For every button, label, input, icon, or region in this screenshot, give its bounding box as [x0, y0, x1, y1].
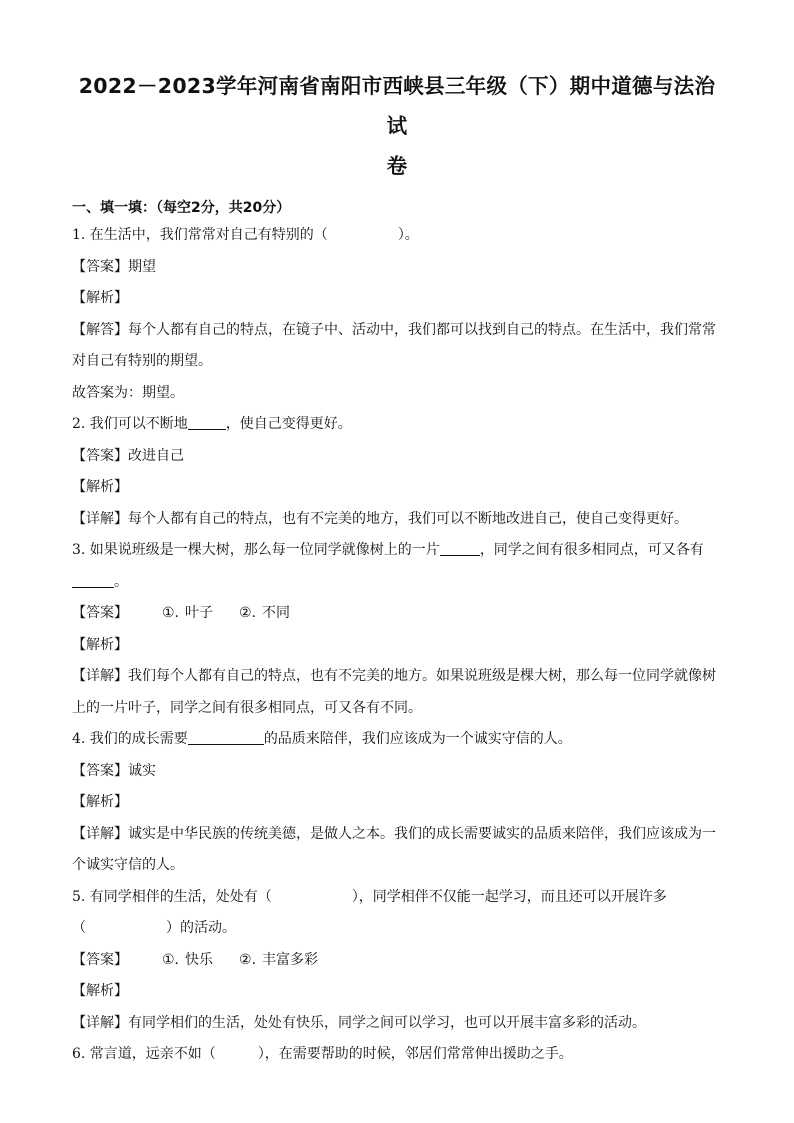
detail-3-line-2: 上的一片叶子，同学之间有很多相同点，可又各有不同。	[72, 699, 422, 716]
question-4: 4. 我们的成长需要 的品质来陪伴，我们应该成为一个诚实守信的人。	[72, 731, 572, 747]
solve-1-line-2: 对自己有特别的期望。	[72, 353, 212, 369]
answer-label: 【答案】	[72, 258, 128, 275]
analysis-label: 【解析】	[72, 479, 128, 495]
question-6: 6. 常言道，远亲不如（ ），在需要帮助的时候，邻居们常常伸出援助之手。	[72, 1046, 573, 1062]
answer-5	[72, 945, 722, 977]
answer-value-1: 叶子	[185, 605, 214, 621]
answer-value: 诚实	[128, 762, 156, 779]
analysis-label: 【解析】	[72, 983, 128, 999]
answer-marker-2: ②.	[239, 605, 257, 621]
detail-4-line-2: 个诚实守信的人。	[72, 857, 184, 873]
detail-5: 【详解】有同学相们的生活，处处有快乐，同学之间可以学习，也可以开展丰富多彩的活动。	[72, 1014, 646, 1031]
answer-label: 【答案】	[72, 605, 128, 621]
answer-label: 【答案】	[72, 762, 128, 779]
answer-value-1: 快乐	[185, 951, 214, 968]
detail-label: 【详解】	[72, 1014, 128, 1031]
doc-title	[72, 66, 722, 186]
analysis-label: 【解析】	[72, 290, 128, 306]
conclusion-1: 故答案为：期望。	[72, 384, 184, 401]
fill-blank	[440, 541, 480, 556]
question-3-line-1: 3. 如果说班级是一棵大树，那么每一位同学就像树上的一片 ，同学之间有很多相同点，可又各有	[72, 542, 704, 558]
question-5-line-1: 5. 有同学相伴的生活，处处有（ ），同学相伴不仅能一起学习，而且还可以开展许多	[72, 888, 667, 905]
answer-3	[72, 598, 722, 630]
detail-4-line-1: 【详解】诚实是中华民族的传统美德，是做人之本。我们的成长需要诚实的品质来陪伴，我们应该成为一	[72, 825, 716, 842]
answer-value-2: 丰富多彩	[262, 951, 319, 968]
answer-1	[72, 252, 722, 284]
question-3-line-2: 。	[72, 567, 722, 599]
detail-label: 【详解】	[72, 668, 128, 684]
answer-4	[72, 756, 722, 788]
solve-1-line-1: 【解答】每个人都有自己的特点，在镜子中、活动中，我们都可以找到自己的特点。在生活中，我们常常	[72, 321, 716, 338]
detail-2: 【详解】每个人都有自己的特点，也有不完美的地方，我们可以不断地改进自己，使自己变得更好。	[72, 510, 688, 527]
title-line-2: 卷	[386, 154, 408, 178]
question-2: 2. 我们可以不断地 ，使自己变得更好。	[72, 416, 352, 432]
answer-label: 【答案】	[72, 447, 128, 464]
answer-label: 【答案】	[72, 951, 128, 968]
fill-blank	[188, 730, 264, 745]
answer-value: 改进自己	[128, 447, 184, 464]
detail-3-line-1: 【详解】我们每个人都有自己的特点，也有不完美的地方。如果说班级是棵大树，那么每一位同学就像树	[72, 668, 716, 684]
analysis-label: 【解析】	[72, 794, 128, 810]
solve-label: 【解答】	[72, 321, 128, 338]
fill-blank	[188, 415, 226, 430]
answer-marker-1: ①.	[162, 605, 180, 621]
answer-marker-1: ①.	[162, 951, 180, 968]
detail-label: 【详解】	[72, 510, 128, 527]
question-1: 1. 在生活中，我们常常对自己有特别的（ ）。	[72, 227, 419, 243]
answer-value: 期望	[128, 258, 156, 275]
answer-2	[72, 441, 722, 473]
answer-marker-2: ②.	[239, 951, 257, 968]
question-5-line-2: （ ）的活动。	[72, 920, 236, 936]
detail-label: 【详解】	[72, 825, 128, 842]
section-heading: 一、填一填：（每空2分，共20分）	[72, 200, 291, 216]
fill-blank	[72, 573, 114, 588]
answer-value-2: 不同	[262, 605, 291, 621]
title-line-1: 2022－2023学年河南省南阳市西峡县三年级（下）期中道德与法治试	[78, 74, 716, 138]
analysis-label: 【解析】	[72, 636, 128, 653]
